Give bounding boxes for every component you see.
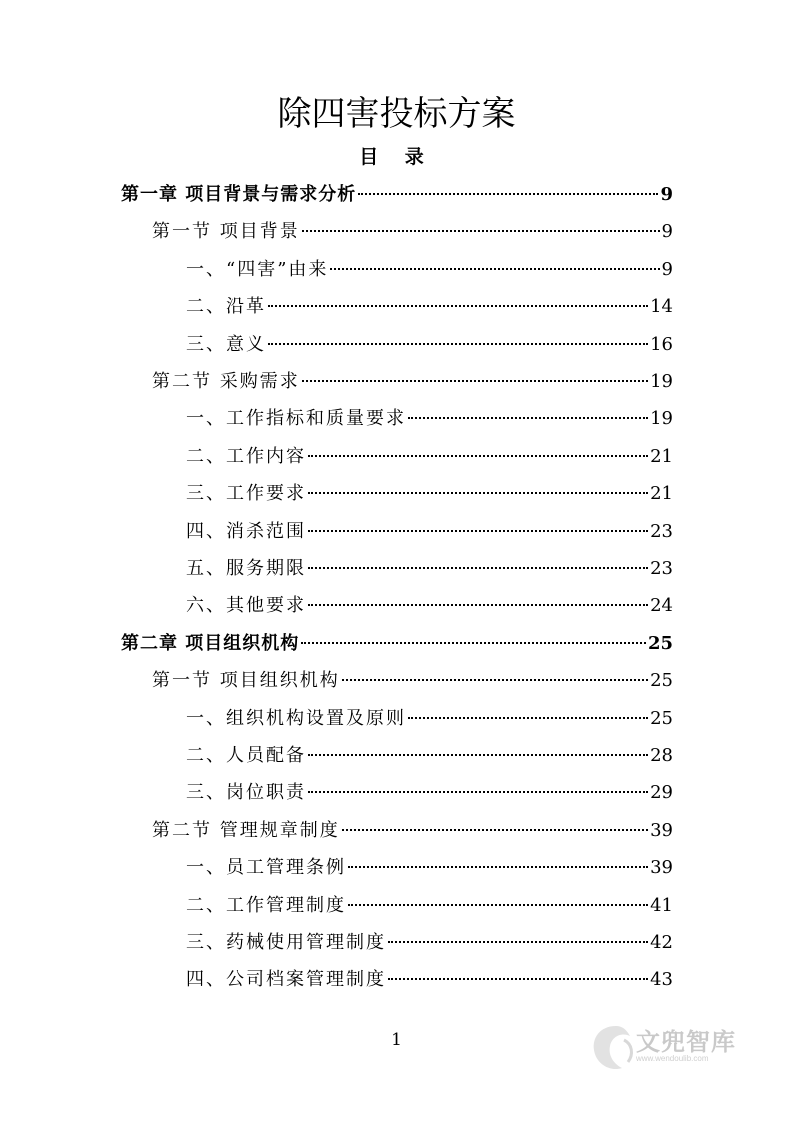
toc-page-number: 9 [661, 221, 673, 243]
toc-page-number: 41 [650, 894, 673, 916]
toc-page-number: 21 [650, 483, 673, 505]
toc-label: 一、员工管理条例 [186, 857, 346, 879]
toc-label: 二、沿革 [186, 296, 266, 318]
toc-label: 三、工作要求 [186, 483, 306, 505]
toc-section-row[interactable] [152, 217, 673, 247]
toc-label: 四、消杀范围 [186, 520, 306, 542]
toc-leader-dots [308, 791, 648, 793]
toc-item-row[interactable] [186, 853, 673, 883]
watermark-text: 文兜智库 [636, 1029, 736, 1056]
toc-chapter-row[interactable] [121, 629, 673, 659]
toc-label: 第一章 项目背景与需求分析 [121, 184, 357, 205]
toc-item-row[interactable] [186, 255, 673, 285]
toc-label: 三、意义 [186, 333, 266, 355]
toc-label: 二、工作内容 [186, 445, 306, 467]
toc-item-row[interactable] [186, 928, 673, 958]
toc-leader-dots [308, 754, 648, 756]
toc-page-number: 39 [650, 857, 673, 879]
toc-label: 第一节 项目背景 [152, 221, 300, 243]
toc-leader-dots [302, 230, 660, 232]
toc-page-number: 25 [647, 632, 673, 654]
toc-item-row[interactable] [186, 591, 673, 621]
toc-leader-dots [358, 193, 658, 195]
toc-page-number: 9 [660, 184, 673, 205]
toc-leader-dots [408, 717, 648, 719]
toc-leader-dots [302, 380, 648, 382]
toc-leader-dots [268, 305, 648, 307]
toc-leader-dots [308, 604, 648, 606]
toc-label: 第二节 采购需求 [152, 371, 300, 392]
toc-page-number: 39 [650, 819, 673, 841]
toc-leader-dots [308, 455, 648, 457]
toc-page-number: 42 [650, 932, 673, 953]
toc-item-row[interactable] [186, 554, 673, 584]
toc-page-number: 43 [650, 969, 673, 991]
toc-leader-dots [330, 268, 659, 270]
toc-label: 三、岗位职责 [186, 782, 306, 804]
toc-section-row[interactable] [152, 666, 673, 696]
toc-page-number: 25 [650, 670, 673, 692]
toc-label: 一、“四害”由来 [186, 258, 329, 280]
toc-leader-dots [342, 829, 648, 831]
toc-page-number: 19 [650, 408, 673, 430]
toc-leader-dots [308, 530, 648, 532]
watermark-url: www.wendoulib.com [636, 1054, 709, 1063]
toc-page-number: 16 [650, 333, 673, 355]
toc-leader-dots [342, 679, 648, 681]
toc-label: 第一节 项目组织机构 [152, 670, 340, 692]
toc-item-row[interactable] [186, 479, 673, 509]
toc-label: 一、工作指标和质量要求 [186, 408, 406, 430]
toc-label: 六、其他要求 [186, 595, 306, 617]
toc-page-number: 28 [650, 745, 673, 766]
page-number: 1 [391, 1030, 402, 1050]
toc-page-number: 29 [650, 782, 673, 804]
toc-page-number: 23 [650, 558, 673, 579]
toc-leader-dots [268, 343, 648, 345]
toc-label: 一、组织机构设置及原则 [186, 707, 406, 729]
toc-item-row[interactable] [186, 965, 673, 995]
toc-page-number: 14 [650, 296, 673, 318]
toc-item-row[interactable] [186, 404, 673, 434]
toc-label: 五、服务期限 [186, 558, 306, 579]
toc-section-row[interactable] [152, 367, 673, 397]
toc-label: 第二章 项目组织机构 [121, 632, 300, 654]
toc-leader-dots [388, 978, 648, 980]
toc-item-row[interactable] [186, 891, 673, 921]
toc-leader-dots [348, 904, 648, 906]
toc-page-number: 19 [650, 371, 673, 392]
toc-item-row[interactable] [186, 517, 673, 547]
toc-heading: 目 录 [359, 146, 434, 168]
toc-item-row[interactable] [186, 704, 673, 734]
page-title: 除四害投标方案 [277, 94, 516, 134]
toc-item-row[interactable] [186, 778, 673, 808]
toc-page-number: 23 [650, 520, 673, 542]
toc-item-row[interactable] [186, 442, 673, 472]
toc-page-number: 9 [661, 258, 673, 280]
toc-label: 二、工作管理制度 [186, 894, 346, 916]
toc-section-row[interactable] [152, 816, 673, 846]
toc-leader-dots [408, 417, 648, 419]
toc-page-number: 25 [650, 707, 673, 729]
toc-label: 第二节 管理规章制度 [152, 819, 340, 841]
toc-label: 二、人员配备 [186, 745, 306, 766]
toc-item-row[interactable] [186, 741, 673, 771]
toc-item-row[interactable] [186, 292, 673, 322]
toc-leader-dots [348, 866, 648, 868]
toc-page-number: 21 [650, 445, 673, 467]
toc-leader-dots [308, 492, 648, 494]
toc-label: 三、药械使用管理制度 [186, 932, 386, 953]
toc-item-row[interactable] [186, 330, 673, 360]
toc-leader-dots [301, 642, 646, 644]
toc-page-number: 24 [650, 595, 673, 617]
toc-chapter-row[interactable] [121, 180, 673, 210]
toc-label: 四、公司档案管理制度 [186, 969, 386, 991]
toc-leader-dots [308, 567, 648, 569]
toc-leader-dots [388, 941, 648, 943]
